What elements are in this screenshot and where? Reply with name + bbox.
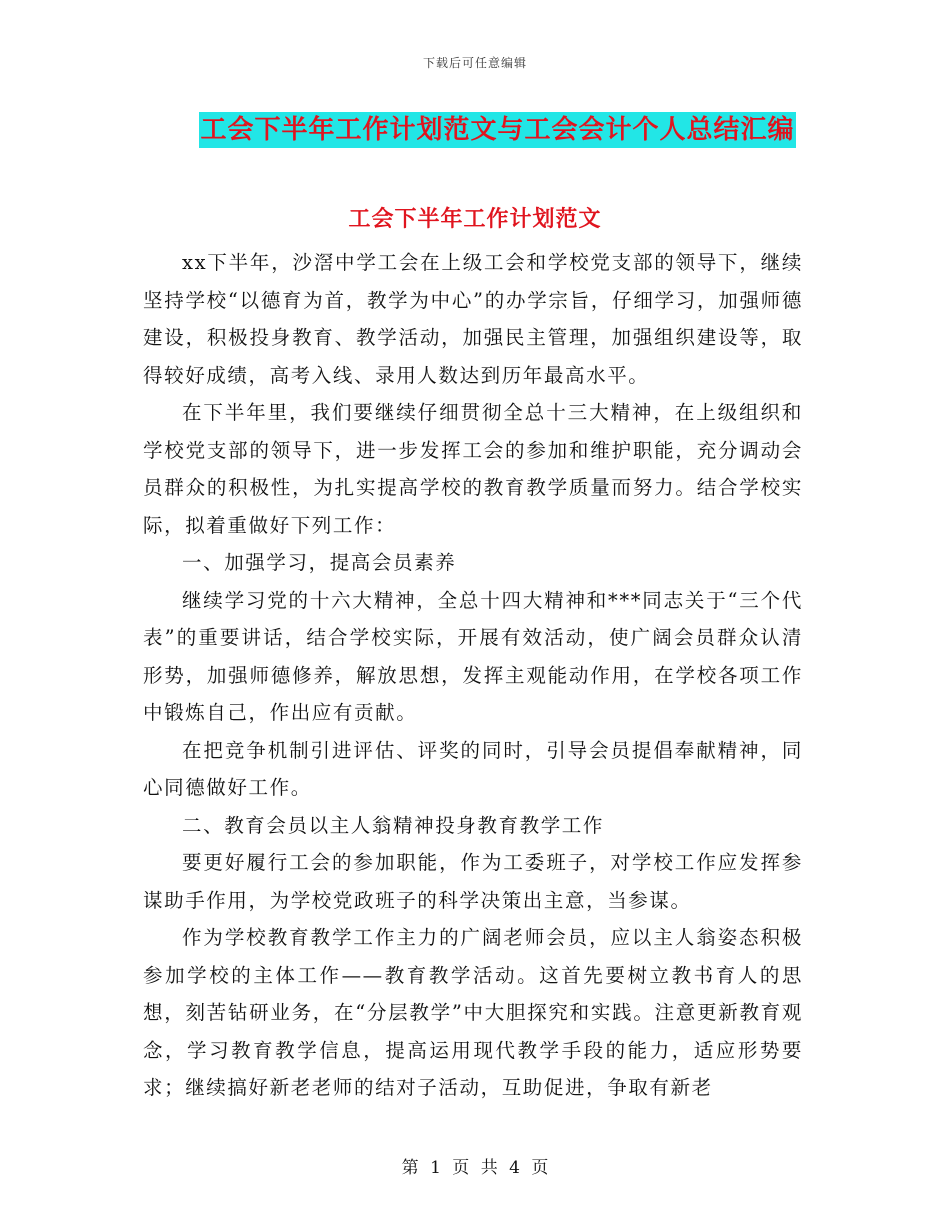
body-paragraph: 要更好履行工会的参加职能，作为工委班子，对学校工作应发挥参谋助手作用，为学校党政班子的科学决策出主意，当参谋。 — [143, 851, 803, 912]
body-paragraph: 在下半年里，我们要继续仔细贯彻全总十三大精神，在上级组织和学校党支部的领导下，进一步发挥工会的参加和维护职能，充分调动会员群众的积极性，为扎实提高学校的教育教学质量而努力。结合学校实际，拟着重做好下列工作： — [143, 401, 803, 537]
page-number-footer: 第 1 页 共 4 页 — [401, 1158, 549, 1178]
page-header-note: 下载后可任意编辑 — [422, 56, 527, 70]
body-paragraph: 作为学校教育教学工作主力的广阔老师会员，应以主人翁姿态积极参加学校的主体工作——教育教学活动。这首先要树立教书育人的思想，刻苦钻研业务，在“分层教学”中大胆探究和实践。注意更新教育观念，学习教育教学信息，提高运用现代教学手段的能力，适应形势要求；继续搞好新老老师的结对子活动，互助促进，争取有新老 — [143, 926, 803, 1099]
body-paragraph: xx下半年，沙滘中学工会在上级工会和学校党支部的领导下，继续坚持学校“以德育为首，教学为中心”的办学宗旨，仔细学习，加强师德建设，积极投身教育、教学活动，加强民主管理，加强组织建设等，取得较好成绩，高考入线、录用人数达到历年最高水平。 — [143, 251, 803, 387]
document-title: 工会下半年工作计划范文与工会会计个人总结汇编 — [199, 112, 795, 148]
body-paragraph: 在把竞争机制引进评估、评奖的同时，引导会员提倡奉献精神，同心同德做好工作。 — [143, 738, 803, 799]
section-title: 工会下半年工作计划范文 — [348, 206, 602, 232]
body-heading: 二、教育会员以主人翁精神投身教育教学工作 — [182, 813, 605, 837]
document-title-container — [0, 112, 950, 148]
body-paragraph: 继续学习党的十六大精神，全总十四大精神和***同志关于“三个代表”的重要讲话，结合学校实际，开展有效活动，使广阔会员群众认清形势，加强师德修养，解放思想，发挥主观能动作用，在学校各项工作中锻炼自己，作出应有贡献。 — [143, 588, 803, 724]
body-heading: 一、加强学习，提高会员素养 — [182, 551, 457, 574]
document-body — [143, 244, 803, 1107]
